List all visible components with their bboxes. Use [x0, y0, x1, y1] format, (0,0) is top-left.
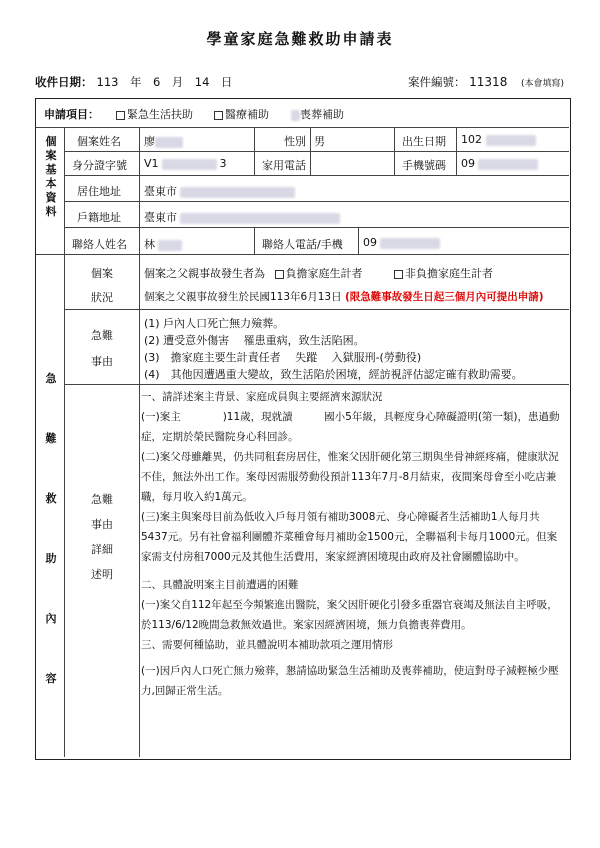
checkbox-icon[interactable] [275, 270, 284, 279]
received-label: 收件日期： [35, 75, 93, 89]
case-no-note: (本會填寫) [521, 79, 565, 89]
mobile-value: 09 [461, 157, 538, 170]
address-value: 臺東市 [144, 183, 295, 199]
contact-tel-label: 聯絡人電話/手機 [262, 238, 343, 251]
detail-text [141, 387, 566, 701]
apply-label: 申請項目： [44, 108, 99, 121]
event-item-1: (1) 戶內人口死亡無力殮葬。 [144, 317, 285, 330]
event-label-1: 急難 [91, 329, 113, 342]
apply-opt2-label: 醫療補助 [225, 108, 269, 121]
event-item-2: (2) 遭受意外傷害 罹患重病，致生活陷困。 [144, 334, 365, 347]
case-number [408, 74, 564, 90]
apply-opt1-label: 緊急生活扶助 [127, 108, 193, 121]
id-value: V1 3 [144, 157, 227, 170]
address-label: 居住地址 [77, 185, 121, 198]
apply-option-funeral[interactable] [291, 106, 344, 122]
contact-tel-value: 09 [363, 236, 440, 249]
apply-option-emergency[interactable] [116, 106, 193, 122]
detail-heading-3: 三、需要何種協助，並具體說明本補助款項之運用情形 [141, 639, 393, 651]
name-label: 個案姓名 [77, 135, 121, 148]
event-item-3: (3) 擔家庭主要生計責任者 失蹤 入獄服刑-(勞動役) [144, 351, 422, 364]
application-form-table [35, 98, 571, 760]
redaction [291, 110, 300, 121]
detail-heading-1: 一、請詳述案主背景、家庭成員與主要經濟來源狀況 [141, 391, 383, 403]
status-line2: 個案之父親事故發生於民國113年6月13日 (限急難事故發生日起三個月內可提出申請) [144, 291, 544, 303]
contact-name-value: 林 [144, 236, 182, 252]
form-title: 學童家庭急難救助申請表 [206, 30, 394, 48]
apply-opt3-label: 喪葬補助 [300, 108, 344, 121]
detail-label: 急難 事由 詳細 述明 [91, 493, 113, 581]
event-label-2: 事由 [91, 355, 113, 368]
status-label-2: 狀況 [91, 291, 113, 304]
detail-para-3: (三)案主與案母目前為低收入戶每月領有補助3008元、身心障礙者生活補助1人每月共5437元。另有社會福利團體芥菜種會每月補助金1500元，全聯福利卡每月1000元。但案家需支付房租7000元及其他生活費用，案家經濟困境現由政府及社會團體協助中。 [141, 511, 558, 563]
gender-label: 性別 [284, 135, 306, 148]
birth-value: 102 [461, 133, 536, 146]
status-label-1: 個案 [91, 267, 113, 280]
registered-address-label: 戶籍地址 [77, 211, 121, 224]
event-list [144, 315, 523, 383]
detail-para-5: (一)因戶內人口死亡無力殮葬，懇請協助緊急生活補助及喪葬補助，使這對母子減輕極少壓力,回歸正常生活。 [141, 665, 559, 697]
detail-para-1: (一)案主 )11歲，現就讀 國小5年級，具輕度身心障礙證明(第一類)，患過動症，定期於榮民醫院身心科回診。 [141, 411, 560, 443]
case-no-label: 案件編號： [408, 75, 466, 89]
basic-section-label: 個案基本資料 [45, 135, 57, 218]
checkbox-icon [214, 111, 223, 120]
id-label: 身分證字號 [72, 159, 127, 172]
checkbox-icon [116, 111, 125, 120]
apply-option-medical[interactable] [214, 106, 269, 122]
detail-para-2: (二)案父母雖離異，仍共同租套房居住，惟案父因肝硬化第三期與坐骨神經疼痛，健康狀況不佳，無法外出工作。案母因需服勞動役預計113年7月-8月結束，夜間案母會至小吃店兼職，每月收入約1萬元。 [141, 451, 559, 503]
status-line1: 個案之父親事故發生者為 負擔家庭生計者 非負擔家庭生計者 [144, 267, 493, 280]
home-tel-label: 家用電話 [262, 159, 306, 172]
checkbox-icon[interactable] [394, 270, 403, 279]
case-no-value: 11318 [469, 75, 508, 89]
detail-heading-2: 二、具體說明案主目前遭遇的困難 [141, 579, 299, 591]
registered-address-value: 臺東市 [144, 209, 340, 225]
gender-value: 男 [314, 135, 325, 148]
emergency-section-label: 急難救助內容 [45, 372, 57, 685]
received-value: 113 年 6 月 14 日 [96, 75, 233, 89]
event-item-4: (4) 其他因遭遇重大變故，致生活陷於困境，經訪視評估認定確有救助需要。 [144, 368, 523, 381]
received-date [35, 74, 232, 90]
name-value: 廖 [144, 133, 183, 149]
status-note: (限急難事故發生日起三個月內可提出申請) [344, 291, 544, 303]
contact-name-label: 聯絡人姓名 [72, 238, 127, 251]
detail-para-4: (一)案父自112年起至今頻繁進出醫院，案父因肝硬化引發多重器官衰竭及無法自主呼吸，於113/6/12晚間急救無效過世。案家因經濟困境，無力負擔喪葬費用。 [141, 599, 558, 631]
mobile-label: 手機號碼 [402, 159, 446, 172]
birth-label: 出生日期 [402, 135, 446, 148]
